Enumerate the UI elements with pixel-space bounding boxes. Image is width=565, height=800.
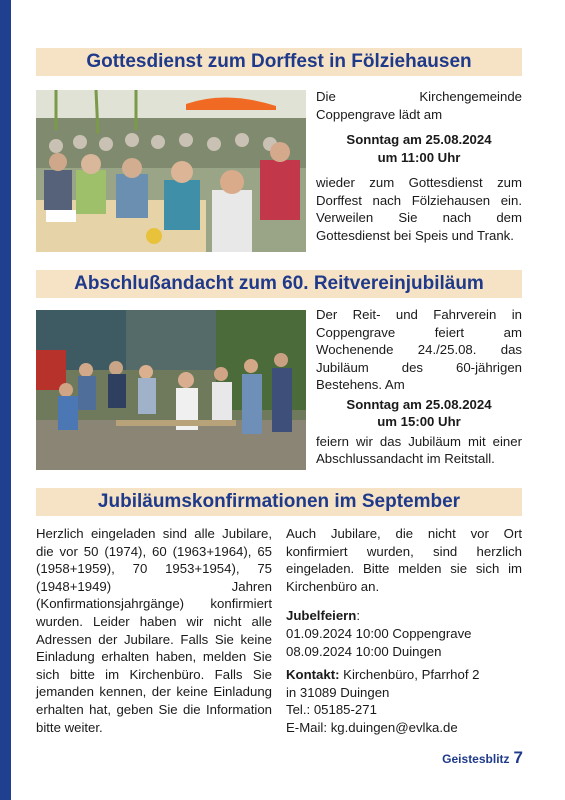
kontakt-label: Kontakt: (286, 667, 340, 683)
section2-text-block (316, 306, 522, 468)
jubelfeiern-heading (286, 607, 522, 625)
page-footer (442, 748, 523, 768)
left-accent-bar (0, 0, 11, 800)
section1-text-block (316, 88, 522, 244)
jubelfeier-date-1: 01.09.2024 10:00 Coppengrave (286, 625, 472, 641)
photo-dorffest (36, 90, 306, 252)
photo-reitverein (36, 310, 306, 470)
section2-date-line1: Sonntag am 25.08.2024 (346, 396, 492, 412)
section3-left-column (36, 525, 272, 736)
jubelfeiern-colon: : (356, 608, 361, 624)
section1-body: wieder zum Gottesdienst zum Dorffest nach Fölziehausen ein. Verweilen Sie nach dem Gottesdienst bei Speis und Trank. (316, 175, 522, 243)
section3-right-text: Auch Jubilare, die nicht vor Ort konfirmiert wurden, sind herzlich eingeladen. Bitte melden sie sich im Kirchenbüro an. (286, 526, 522, 594)
section-title-gottesdienst: Gottesdienst zum Dorffest in Fölziehausen (36, 48, 522, 76)
jubelfeier-date-2: 08.09.2024 10:00 Duingen (286, 643, 442, 659)
section1-date-line1: Sonntag am 25.08.2024 (346, 132, 492, 147)
section1-date-line2: um 11:00 Uhr (377, 149, 461, 165)
section3-right-column (286, 525, 522, 737)
page-number: 7 (513, 748, 523, 767)
jubelfeiern-label: Jubelfeiern (286, 608, 357, 624)
section-title-jubilaeumskonfirmationen: Jubiläumskonfirmationen im September (36, 488, 522, 516)
footer-brand: Geistesblitz (442, 752, 510, 766)
section2-date-line2: um 15:00 Uhr (377, 414, 461, 429)
kontakt-email: E-Mail: kg.duingen@evlka.de (286, 719, 458, 735)
section2-intro: Der Reit- und Fahrverein in Coppengrave feiert am Wochenende 24./25.08. das Jubiläum des 60-jährigen Bestehens. Am (316, 307, 522, 392)
kontakt-phone: Tel.: 05185-271 (286, 702, 377, 718)
section2-body: feiern wir das Jubiläum mit einer Abschlussandacht im Reitstall. (316, 433, 522, 466)
section-title-abschlussandacht: Abschlußandacht zum 60. Reitvereinjubiläum (36, 270, 522, 298)
section1-intro: Die Kirchengemeinde Coppengrave lädt am (316, 89, 522, 122)
kontakt-line (286, 666, 522, 684)
kontakt-city: in 31089 Duingen (286, 684, 390, 700)
section3-left-text: Herzlich eingeladen sind alle Jubilare, die vor 50 (1974), 60 (1963+1964), 65 (1958+1959), 70 1953+1954), 75 (1948+1949) Jahren (Konfirmationsjahrgänge) konfirmiert wurden. Leider haben wir nicht alle Adressen der Jubilare. Falls Sie keine Einladung erhalten haben, melden Sie sich bitte im Kirchenbüro. Falls Sie jemanden kennen, der keine Einladung erhalten hat, geben Sie die Information bitte weiter. (36, 526, 272, 735)
section2-date (316, 396, 522, 431)
kontakt-address: Kirchenbüro, Pfarrhof 2 (339, 667, 480, 683)
section1-date (316, 131, 522, 166)
